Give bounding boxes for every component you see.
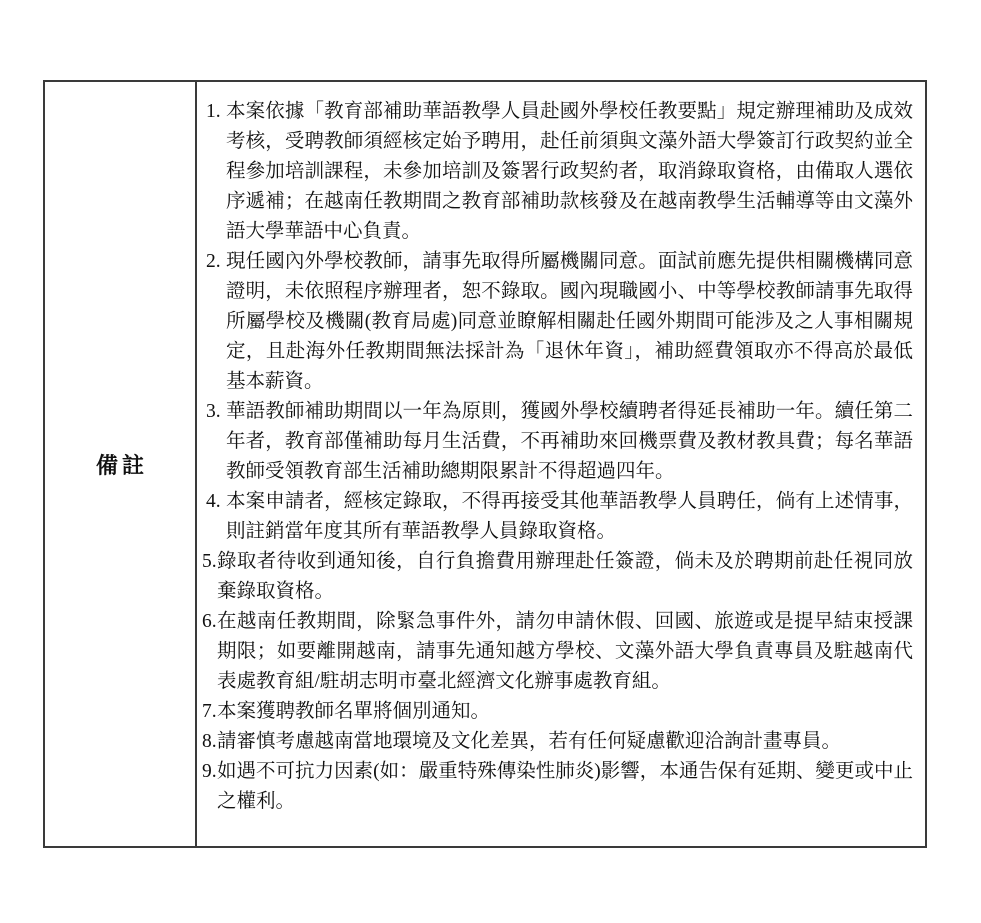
remarks-table [43,80,927,848]
note-number: 6. [202,611,217,632]
note-text: 如遇不可抗力因素(如：嚴重特殊傳染性肺炎)影響，本通告保有延期、變更或中止之權利。 [217,761,913,812]
notes-list [201,97,913,817]
note-text: 本案依據「教育部補助華語教學人員赴國外學校任教要點」規定辦理補助及成效考核，受聘教師須經核定始予聘用，赴任前須與文藻外語大學簽訂行政契約並全程參加培訓課程，未參加培訓及簽署行政契約者，取消錄取資格，由備取人選依序遞補；在越南任教期間之教育部補助款核發及在越南教學生活輔導等由文藻外語大學華語中心負責。 [226,101,913,242]
note-number: 4. [206,491,221,512]
note-text: 本案申請者，經核定錄取，不得再接受其他華語教學人員聘任，倘有上述情事，則註銷當年度其所有華語教學人員錄取資格。 [226,491,913,542]
note-item-8 [201,727,913,757]
note-number: 9. [202,761,217,782]
note-item-7 [201,697,913,727]
note-item-2 [201,247,913,397]
note-text: 在越南任教期間，除緊急事件外，請勿申請休假、回國、旅遊或是提早結束授課期限；如要離開越南，請事先通知越方學校、文藻外語大學負責專員及駐越南代表處教育組/駐胡志明市臺北經濟文化辦事處教育組。 [217,611,913,692]
remarks-content-cell [197,82,925,846]
note-item-1 [201,97,913,247]
note-number: 2. [206,251,221,272]
note-text: 請審慎考慮越南當地環境及文化差異，若有任何疑慮歡迎洽詢計畫專員。 [217,731,842,752]
note-text: 錄取者待收到通知後，自行負擔費用辦理赴任簽證，倘未及於聘期前赴任視同放棄錄取資格。 [217,551,913,602]
note-number: 1. [206,101,221,122]
note-text: 現任國內外學校教師，請事先取得所屬機關同意。面試前應先提供相關機構同意證明，未依照程序辦理者，恕不錄取。國內現職國小、中等學校教師請事先取得所屬學校及機關(教育局處)同意並瞭解相關赴任國外期間可能涉及之人事相關規定，且赴海外任教期間無法採計為「退休年資」，補助經費領取亦不得高於最低基本薪資。 [226,251,913,392]
note-number: 8. [202,731,217,752]
note-number: 7. [202,701,217,722]
note-item-3 [201,397,913,487]
note-item-9 [201,757,913,817]
note-item-6 [201,607,913,697]
note-item-5 [201,547,913,607]
note-item-4 [201,487,913,547]
note-number: 5. [202,551,217,572]
remarks-label: 備註 [95,452,148,478]
remarks-label-cell [45,82,197,846]
note-text: 華語教師補助期間以一年為原則，獲國外學校續聘者得延長補助一年。續任第二年者，教育部僅補助每月生活費，不再補助來回機票費及教材教具費；每名華語教師受領教育部生活補助總期限累計不得超過四年。 [226,401,913,482]
note-number: 3. [206,401,221,422]
note-text: 本案獲聘教師名單將個別通知。 [217,701,491,722]
